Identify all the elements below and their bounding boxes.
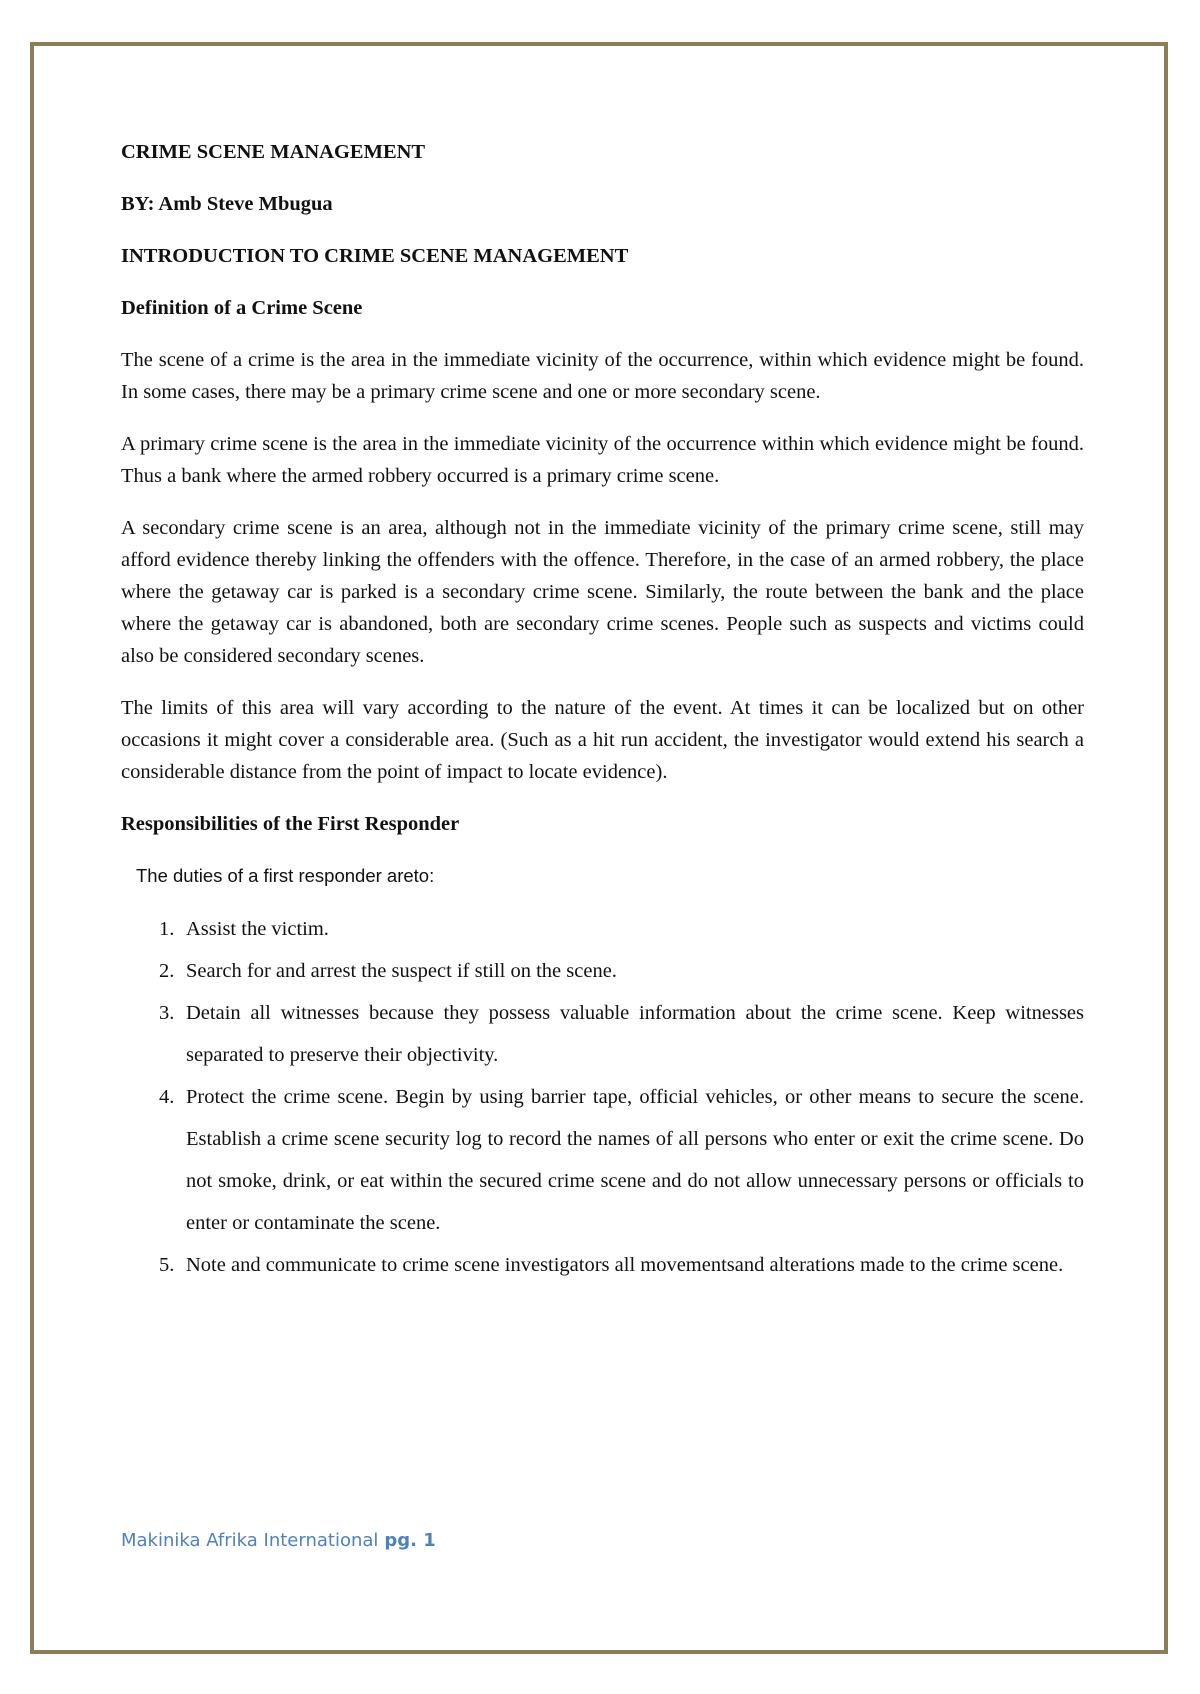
list-number: 4. bbox=[159, 1086, 175, 1108]
list-text: Search for and arrest the suspect if still on the scene. bbox=[186, 960, 617, 982]
page-number: pg. 1 bbox=[384, 1530, 436, 1551]
responsibilities-heading: Responsibilities of the First Responder bbox=[121, 813, 460, 835]
list-text: Detain all witnesses because they possess valuable information about the crime scene. Keep witnesses separated to preserve their objectivity. bbox=[186, 1002, 1084, 1066]
paragraph: A secondary crime scene is an area, although not in the immediate vicinity of the primary crime scene, still may afford evidence thereby linking the offenders with the offence. Therefore, in the case of an armed robbery, the place where the getaway car is parked is a secondary crime scene. Similarly, the route between the bank and the place where the getaway car is abandoned, both are secondary crime scenes. People such as suspects and victims could also be considered secondary scenes. bbox=[121, 517, 1084, 667]
section-heading: INTRODUCTION TO CRIME SCENE MANAGEMENT bbox=[121, 245, 629, 267]
list-number: 1. bbox=[159, 918, 175, 940]
list-text: Note and communicate to crime scene investigators all movementsand alterations made to the crime scene. bbox=[186, 1254, 1064, 1276]
list-item bbox=[159, 908, 1084, 950]
footer-organization: Makinika Afrika International bbox=[121, 1530, 379, 1551]
list-item bbox=[159, 992, 1084, 1076]
list-number: 2. bbox=[159, 960, 175, 982]
document-body bbox=[121, 136, 1084, 1286]
paragraph: The limits of this area will vary according to the nature of the event. At times it can be localized but on other occasions it might cover a considerable area. (Such as a hit run accident, the investigator would extend his search a considerable distance from the point of impact to locate evidence). bbox=[121, 697, 1084, 783]
page-footer bbox=[121, 1530, 436, 1551]
author-byline: BY: Amb Steve Mbugua bbox=[121, 193, 333, 215]
document-title: CRIME SCENE MANAGEMENT bbox=[121, 141, 426, 163]
list-text: Assist the victim. bbox=[186, 918, 329, 940]
list-item bbox=[159, 1244, 1084, 1286]
list-number: 5. bbox=[159, 1254, 175, 1276]
paragraph: The scene of a crime is the area in the immediate vicinity of the occurrence, within which evidence might be found. In some cases, there may be a primary crime scene and one or more secondary scene. bbox=[121, 349, 1084, 403]
duties-intro: The duties of a first responder areto: bbox=[136, 865, 435, 886]
duties-list bbox=[121, 908, 1084, 1286]
paragraph: A primary crime scene is the area in the immediate vicinity of the occurrence within which evidence might be found. Thus a bank where the armed robbery occurred is a primary crime scene. bbox=[121, 433, 1084, 487]
list-item bbox=[159, 950, 1084, 992]
list-number: 3. bbox=[159, 1002, 175, 1024]
list-text: Protect the crime scene. Begin by using barrier tape, official vehicles, or other means to secure the scene. Establish a crime scene security log to record the names of all persons who enter or exit the crime scene. Do not smoke, drink, or eat within the secured crime scene and do not allow unnecessary persons or officials to enter or contaminate the scene. bbox=[186, 1086, 1084, 1234]
list-item bbox=[159, 1076, 1084, 1244]
definition-heading: Definition of a Crime Scene bbox=[121, 297, 363, 319]
